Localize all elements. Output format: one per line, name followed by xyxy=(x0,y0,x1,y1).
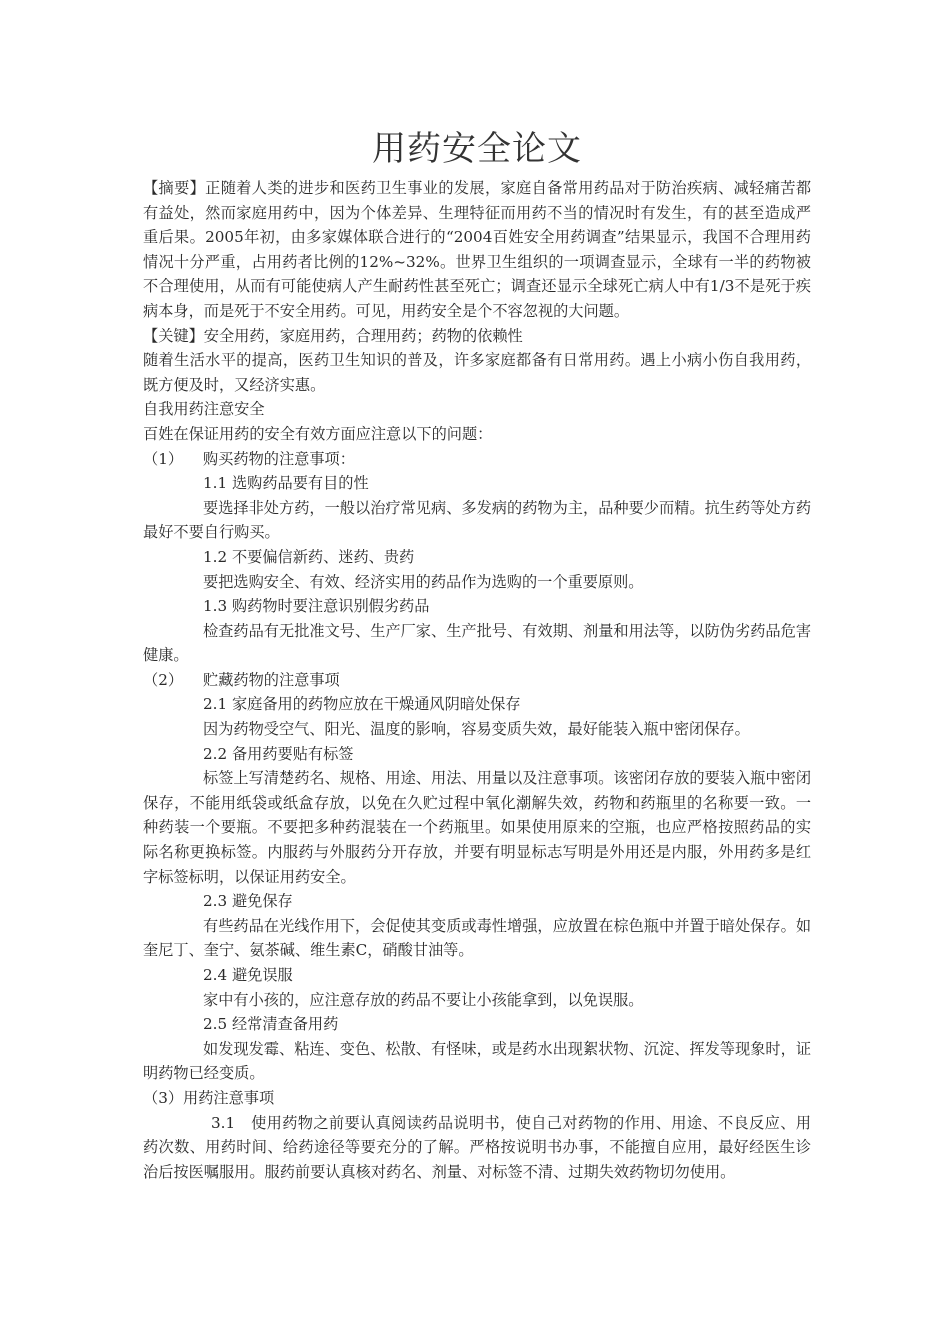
section-2-title: 贮藏药物的注意事项 xyxy=(203,670,340,689)
section-3-heading: （3）用药注意事项 xyxy=(143,1088,275,1107)
subsection-1-1-title: 1.1 选购药品要有目的性 xyxy=(203,474,369,493)
subsection-1-3-body: 检查药品有无批准文号、生产厂家、生产批号、有效期、剂量和用法等，以防伪劣药品危害健康。 xyxy=(143,621,811,665)
subsection-1-2-body: 要把选购安全、有效、经济实用的药品作为选购的一个重要原则。 xyxy=(203,572,644,591)
heading-problems: 百姓在保证用药的安全有效方面应注意以下的问题： xyxy=(143,424,493,443)
intro-paragraph: 随着生活水平的提高，医药卫生知识的普及，许多家庭都备有日常用药。遇上小病小伤自我用药，既方便及时，又经济实惠。 xyxy=(143,351,811,394)
subsection-2-4-body: 家中有小孩的，应注意存放的药品不要让小孩能拿到，以免误服。 xyxy=(203,990,644,1009)
subsection-2-2-body: 标签上写清楚药名、规格、用途、用法、用量以及注意事项。该密闭存放的要装入瓶中密闭保存，不能用纸袋或纸盒存放，以免在久贮过程中氧化潮解失效，药物和药瓶里的名称要一致。一种药装一个要瓶。不要把多种药混装在一个药瓶里。如果使用原来的空瓶，也应严格按照药品的实际名称更换标签。内服药与外服药分开存放，并要有明显标志写明是外用还是内服，外用药多是红字标签标明，以保证用药安全。 xyxy=(143,769,811,886)
section-1-heading xyxy=(143,447,811,472)
subsection-2-1-body: 因为药物受空气、阳光、温度的影响，容易变质失效，最好能装入瓶中密闭保存。 xyxy=(203,720,750,739)
heading-self-medication: 自我用药注意安全 xyxy=(143,400,265,419)
section-2-number: （2） xyxy=(143,670,184,689)
document-body xyxy=(143,125,811,1184)
subsection-2-4-title: 2.4 避免误服 xyxy=(203,966,293,984)
subsection-3-1-body: 3.1 使用药物之前要认真阅读药品说明书，使自己对药物的作用、用途、不良反应、用药次数、用药时间、给药途径等要充分的了解。严格按说明书办事，不能擅自应用，最好经医生诊治后按医嘱服用。服药前要认真核对药名、剂量、对标签不清、过期失效药物切勿使用。 xyxy=(143,1113,811,1181)
section-1-number: （1） xyxy=(143,449,184,468)
keywords-paragraph: 【关键】安全用药，家庭用药，合理用药；药物的依赖性 xyxy=(143,326,523,345)
subsection-2-2-title: 2.2 备用药要贴有标签 xyxy=(203,744,354,763)
subsection-2-3-body: 有些药品在光线作用下，会促使其变质或毒性增强，应放置在棕色瓶中并置于暗处保存。如奎尼丁、奎宁、氨茶碱、维生素C，硝酸甘油等。 xyxy=(143,916,811,960)
subsection-2-5-title: 2.5 经常清查备用药 xyxy=(203,1015,339,1034)
subsection-1-2-title: 1.2 不要偏信新药、迷药、贵药 xyxy=(203,547,415,566)
subsection-1-1-body: 要选择非处方药，一般以治疗常见病、多发病的药物为主，品种要少而精。抗生药等处方药最好不要自行购买。 xyxy=(143,498,811,542)
section-2-heading xyxy=(143,668,811,693)
subsection-2-5-body: 如发现发霉、粘连、变色、松散、有怪味，或是药水出现絮状物、沉淀、挥发等现象时，证明药物已经变质。 xyxy=(143,1039,811,1083)
abstract-paragraph: 【摘要】正随着人类的进步和医药卫生事业的发展，家庭自备常用药品对于防治疾病、减轻痛苦都有益处，然而家庭用药中，因为个体差异、生理特征而用药不当的情况时有发生，有的甚至造成严重后果。2005年初，由多家媒体联合进行的“2004百姓安全用药调查”结果显示，我国不合理用药情况十分严重，占用药者比例的12%~32%。世界卫生组织的一项调查显示，全球有一半的药物被不合理使用，从而有可能使病人产生耐药性甚至死亡；调查还显示全球死亡病人中有1/3不是死于疾病本身，而是死于不安全用药。可见，用药安全是个不容忽视的大问题。 xyxy=(143,179,811,320)
subsection-2-3-title: 2.3 避免保存 xyxy=(203,892,293,911)
subsection-2-1-title: 2.1 家庭备用的药物应放在干燥通风阴暗处保存 xyxy=(203,695,521,714)
page-title: 用药安全论文 xyxy=(372,129,582,169)
section-1-title: 购买药物的注意事项： xyxy=(203,449,355,468)
subsection-1-3-title: 1.3 购药物时要注意识别假劣药品 xyxy=(203,597,430,616)
